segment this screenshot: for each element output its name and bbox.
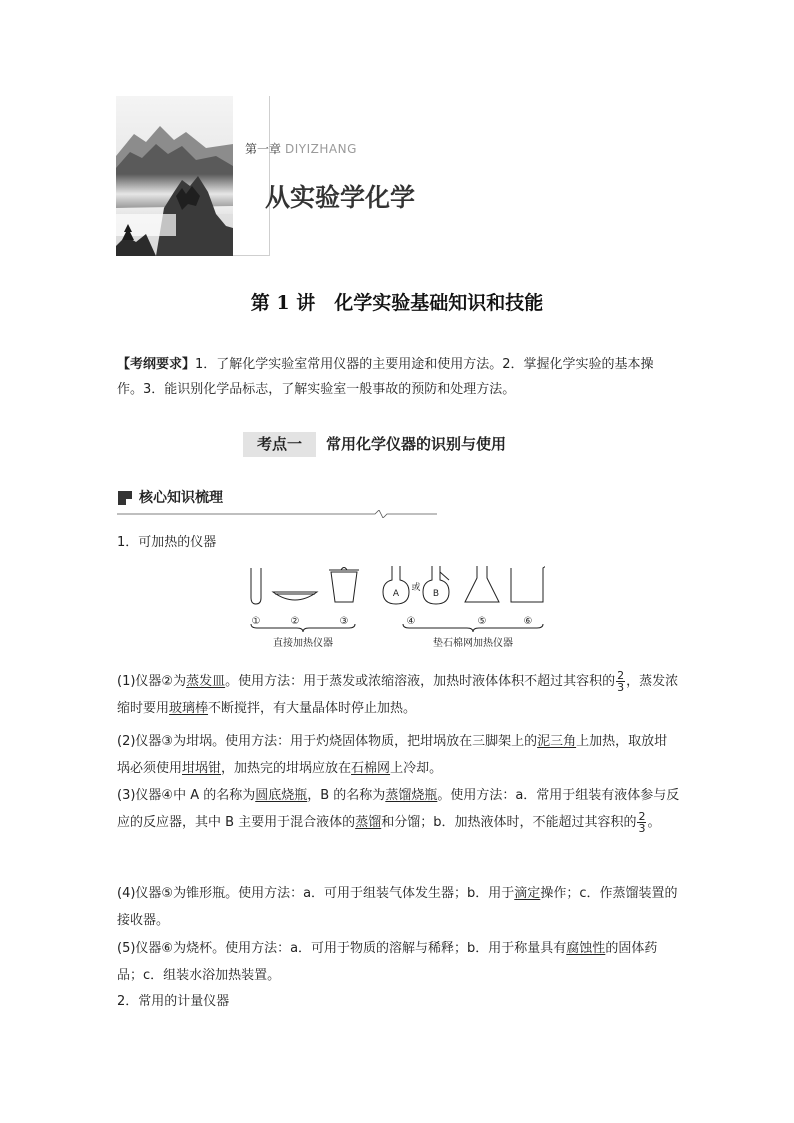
chapter-label bbox=[245, 140, 357, 157]
label-or: 或 bbox=[411, 583, 421, 593]
exam-point-heading bbox=[243, 432, 506, 457]
answer-round-bottom-flask: 圆底烧瓶 bbox=[255, 788, 308, 803]
fraction-two-thirds: $\frac{2}{3}$ bbox=[617, 669, 625, 694]
section-divider bbox=[117, 510, 437, 518]
crucible-icon bbox=[331, 572, 357, 602]
paragraph-2: (2)仪器③为坩埚。使用方法：用于灼烧固体物质，把坩埚放在三脚架上的泥三角上加热，取放坩埚必须使用坩埚钳，加热完的坩埚应放在石棉网上冷却。 bbox=[117, 734, 668, 776]
item-2-title: 2．常用的计量仪器 bbox=[117, 994, 230, 1009]
mountain-landscape-image bbox=[116, 96, 233, 256]
label-b: B bbox=[432, 589, 440, 599]
answer-corrosive: 腐蚀性 bbox=[566, 941, 606, 956]
num-5: ⑤ bbox=[477, 616, 487, 627]
answer-crucible-tongs: 坩埚钳 bbox=[182, 761, 222, 776]
answer-glass-rod: 玻璃棒 bbox=[169, 701, 209, 716]
answer-distillation-flask: 蒸馏烧瓶 bbox=[385, 788, 438, 803]
gauze-heating-label: 垫石棉网加热仪器 bbox=[433, 638, 513, 649]
num-6: ⑥ bbox=[523, 616, 533, 627]
answer-asbestos-gauze: 石棉网 bbox=[351, 761, 391, 776]
paragraph-1: (1)仪器②为蒸发皿。使用方法：用于蒸发或浓缩溶液，加热时液体体积不超过其容积的 $\frac{2}{3}$ ，蒸发浓缩时要用玻璃棒不断搅拌，有大量晶体时停止加热。 bbox=[117, 669, 679, 716]
section-heading-text: 核心知识梳理 bbox=[139, 490, 223, 506]
answer-clay-triangle: 泥三角 bbox=[537, 734, 577, 749]
section-heading bbox=[117, 488, 437, 518]
chapter-banner-image bbox=[116, 96, 233, 256]
requirements-text: 1．了解化学实验室常用仪器的主要用途和使用方法。2．掌握化学实验的基本操作。3．能识别化学品标志，了解实验室一般事故的预防和处理方法。 bbox=[117, 357, 654, 397]
lecture-title: 第 1 讲 化学实验基础知识和技能 bbox=[250, 292, 544, 314]
label-a: A bbox=[392, 589, 400, 599]
paragraph-3: (3)仪器④中 A 的名称为圆底烧瓶，B 的名称为蒸馏烧瓶。使用方法：a．常用于组装有液体参与反应的反应器，其中 B 主要用于混合液体的蒸馏和分馏；b．加热液体时，不能超过其容积的 $\frac{2}{3}$ 。 bbox=[117, 788, 680, 835]
paragraph-5: (5)仪器⑥为烧杯。使用方法：a．可用于物质的溶解与稀释；b．用于称量具有腐蚀性的固体药品；c．组装水浴加热装置。 bbox=[117, 941, 658, 983]
fraction-two-thirds-2: $\frac{2}{3}$ bbox=[638, 810, 646, 835]
beaker-icon bbox=[511, 566, 545, 602]
exam-point-number: 考点一 bbox=[243, 432, 316, 457]
exam-point-title: 常用化学仪器的识别与使用 bbox=[326, 435, 507, 453]
paragraph-4: (4)仪器⑤为锥形瓶。使用方法：a．可用于组装气体发生器；b．用于滴定操作；c．作蒸馏装置的接收器。 bbox=[117, 886, 678, 928]
chapter-number: 第一章 bbox=[245, 142, 282, 156]
answer-evaporating-dish: 蒸发皿 bbox=[186, 674, 226, 689]
heatable-apparatus-figure bbox=[245, 562, 545, 662]
direct-heating-label: 直接加热仪器 bbox=[273, 638, 333, 649]
num-4: ④ bbox=[406, 616, 416, 627]
apparatus-drawing bbox=[245, 562, 545, 662]
item-1-title: 1．可加热的仪器 bbox=[117, 535, 217, 550]
chapter-title: 从实验学化学 bbox=[265, 183, 416, 212]
conical-flask-icon bbox=[465, 566, 499, 602]
gauze-heating-brace bbox=[403, 624, 543, 632]
evaporating-dish-icon bbox=[273, 592, 317, 600]
answer-titration: 滴定 bbox=[514, 886, 541, 901]
test-tube-icon bbox=[251, 568, 261, 604]
num-2: ② bbox=[290, 616, 300, 627]
num-1: ① bbox=[251, 616, 261, 627]
answer-distillation: 蒸馏 bbox=[355, 815, 382, 830]
exam-requirements bbox=[117, 352, 679, 402]
chapter-pinyin: DIYIZHANG bbox=[285, 142, 357, 156]
requirements-tag: 【考纲要求】 bbox=[117, 357, 196, 372]
num-3: ③ bbox=[339, 616, 349, 627]
